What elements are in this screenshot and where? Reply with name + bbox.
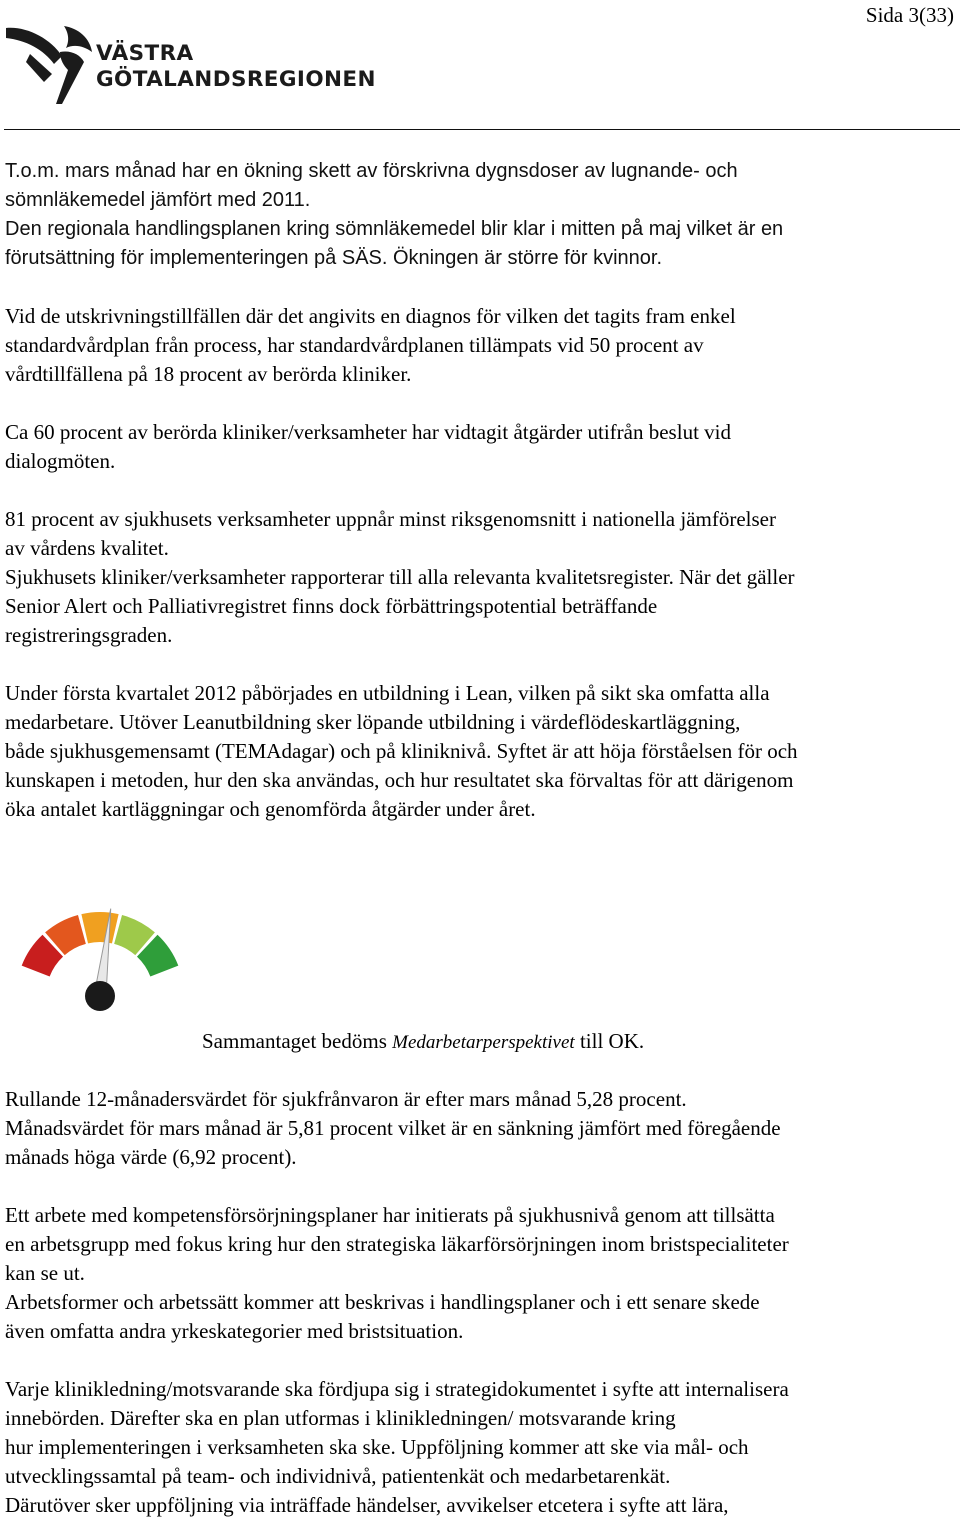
body-line: Senior Alert och Palliativregistret finns dock förbättringspotential beträffande <box>5 594 658 618</box>
body-line: Ca 60 procent av berörda kliniker/verksamheter har vidtagit åtgärder utifrån beslut vid <box>5 420 731 444</box>
header-divider <box>4 129 960 130</box>
vgr-emblem-icon <box>4 24 96 108</box>
body-line: både sjukhusgemensamt (TEMAdagar) och på kliniknivå. Syftet är att höja förståelsen för och <box>5 739 798 763</box>
verdict-line <box>202 1027 644 1057</box>
verdict-perspective: Medarbetarperspektivet <box>392 1032 575 1053</box>
gauge-hub <box>85 981 115 1011</box>
body-line: kunskapen i metoden, hur den ska användas, och hur resultatet ska förvaltas för att därigenom <box>5 768 794 792</box>
page-number: Sida 3(33) <box>865 3 954 27</box>
body-line: Under första kvartalet 2012 påbörjades en utbildning i Lean, vilken på sikt ska omfatta alla <box>5 681 770 705</box>
body-line: månads höga värde (6,92 procent). <box>5 1145 297 1169</box>
body-line: standardvårdplan från process, har standardvårdplanen tillämpats vid 50 procent av <box>5 333 704 357</box>
logo-wordmark <box>96 41 376 93</box>
body-line: Den regionala handlingsplanen kring sömnläkemedel blir klar i mitten på maj vilket är en <box>5 218 784 240</box>
body-line: Rullande 12-månadersvärdet för sjukfrånvaron är efter mars månad 5,28 procent. <box>5 1087 687 1111</box>
body-line: Månadsvärdet för mars månad är 5,81 procent vilket är en sänkning jämfört med föregående <box>5 1116 781 1140</box>
body-line: hur implementeringen i verksamheten ska ske. Uppföljning kommer att ske via mål- och <box>5 1435 749 1459</box>
body-line: 81 procent av sjukhusets verksamheter uppnår minst riksgenomsnitt i nationella jämförelser <box>5 507 776 531</box>
gauge-segment <box>81 912 118 943</box>
body-line: öka antalet kartläggningar och genomförda åtgärder under året. <box>5 797 536 821</box>
body-line: vårdtillfällena på 18 procent av berörda kliniker. <box>5 362 412 386</box>
body-line: även omfatta andra yrkeskategorier med bristsituation. <box>5 1319 464 1343</box>
body-line: Varje klinikledning/motsvarande ska fördjupa sig i strategidokumentet i syfte att internalisera <box>5 1377 789 1401</box>
body-line: kan se ut. <box>5 1261 85 1285</box>
body-line: Ett arbete med kompetensförsörjningsplaner har initierats på sjukhusnivå genom att tillsätta <box>5 1203 775 1227</box>
logo-line-1: VÄSTRA <box>96 41 194 66</box>
body-line: registreringsgraden. <box>5 623 173 647</box>
body-line: Därutöver sker uppföljning via inträffade händelser, avvikelser etcetera i syfte att lära, <box>5 1493 729 1517</box>
body-line: dialogmöten. <box>5 449 116 473</box>
vgr-logo <box>4 24 384 108</box>
body-line: innebörden. Därefter ska en plan utformas i klinikledningen/ motsvarande kring <box>5 1406 676 1430</box>
body-line: Sjukhusets kliniker/verksamheter rapporterar till alla relevanta kvalitetsregister. När det gäller <box>5 565 795 589</box>
verdict-prefix: Sammantaget bedöms <box>202 1029 387 1053</box>
body-line: förutsättning för implementeringen på SÄS. Ökningen är större för kvinnor. <box>5 247 663 269</box>
status-gauge-icon <box>14 906 190 1024</box>
logo-line-2: GÖTALANDSREGIONEN <box>96 67 376 92</box>
body-line: medarbetare. Utöver Leanutbildning sker löpande utbildning i värdeflödeskartläggning, <box>5 710 741 734</box>
body-line: av vårdens kvalitet. <box>5 536 169 560</box>
verdict-suffix: till OK. <box>579 1029 645 1053</box>
body-line: T.o.m. mars månad har en ökning skett av förskrivna dygnsdoser av lugnande- och <box>5 160 738 182</box>
body-line: Vid de utskrivningstillfällen där det angivits en diagnos för vilken det tagits fram enkel <box>5 304 736 328</box>
body-line: en arbetsgrupp med fokus kring hur den strategiska läkarförsörjningen inom bristspecialiteter <box>5 1232 789 1256</box>
body-line: Arbetsformer och arbetssätt kommer att beskrivas i handlingsplaner och i ett senare skede <box>5 1290 760 1314</box>
body-line: sömnläkemedel jämfört med 2011. <box>5 189 311 211</box>
body-line: utvecklingssamtal på team- och individnivå, patientenkät och medarbetarenkät. <box>5 1464 671 1488</box>
